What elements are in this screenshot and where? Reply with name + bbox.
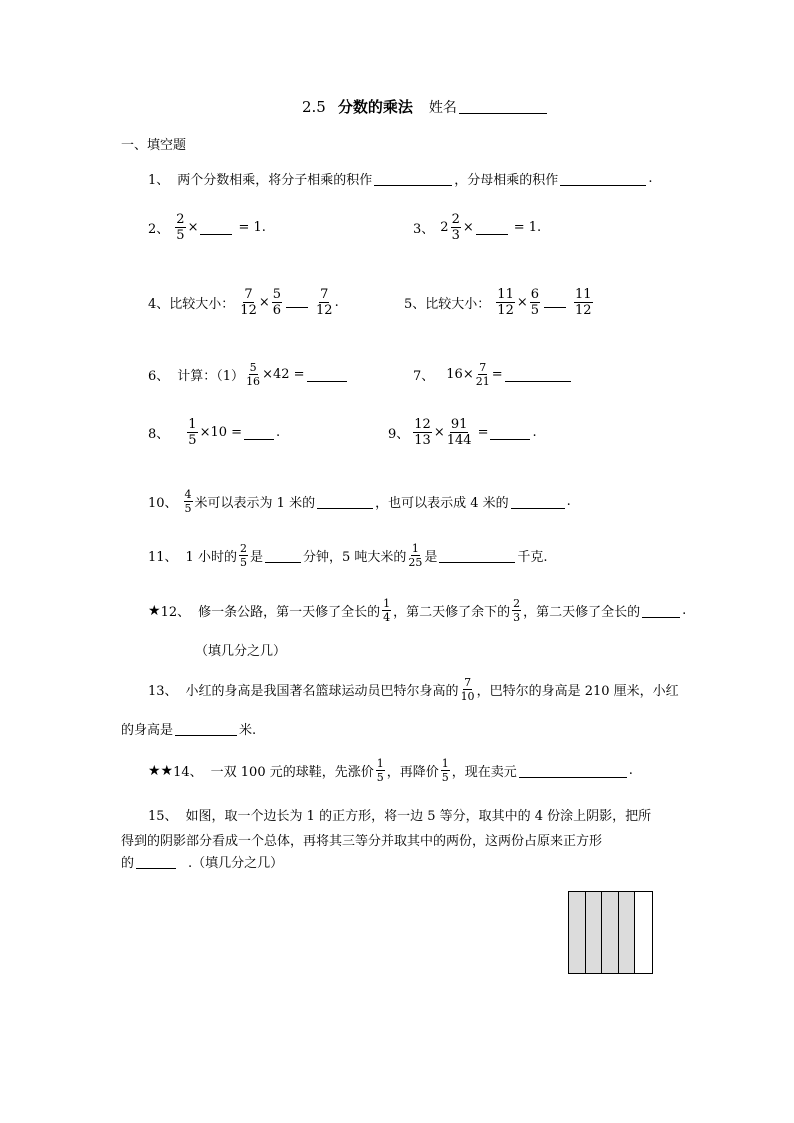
q13-text-a: 小红的身高是我国著名篮球运动员巴特尔身高的 (185, 684, 459, 699)
question-6 (148, 362, 349, 387)
q10-text-b: ，也可以表示成 4 米的 (375, 496, 509, 511)
q6-rest: ×42 = (262, 367, 305, 382)
q4-frac-a (240, 288, 257, 317)
q11-frac-a (239, 543, 248, 568)
q12-text-a: 修一条公路，第一天修了全长的 (198, 605, 381, 620)
q10-number: 10、 (148, 496, 178, 511)
q14-blank[interactable] (519, 763, 627, 778)
q5-number: 5、 (404, 297, 426, 312)
q13-blank[interactable] (175, 721, 237, 736)
question-12 (148, 598, 686, 623)
question-13-line-2 (121, 719, 256, 738)
q11-number: 11、 (148, 550, 178, 565)
q5-a-den: 12 (497, 303, 514, 318)
q3-blank[interactable] (476, 220, 508, 235)
q3-times: × (462, 220, 474, 235)
q12-text-c: ，第二天修了全长的 (523, 605, 641, 620)
q4-number: 4、 (148, 297, 170, 312)
title-number: 2.5 (302, 97, 326, 116)
q5-c-num: 11 (575, 287, 592, 302)
q5-b-num: 6 (530, 287, 540, 302)
question-2 (148, 213, 266, 242)
q12-number: 12、 (160, 605, 191, 620)
q3-frac-num: 2 (451, 212, 460, 227)
q8-rest: ×10 = (199, 425, 243, 440)
question-15-line-2: 得到的阴影部分看成一个总体，再将其三等分并取其中的两份，这两份占原来正方形 (121, 834, 603, 849)
q10-blank-2[interactable] (511, 494, 565, 509)
shaded-strip (619, 892, 636, 973)
q8-number: 8、 (148, 427, 170, 442)
q14-text-b: ，再降价 (386, 765, 439, 780)
q10-frac-den: 5 (184, 502, 192, 515)
q8-end: . (276, 425, 281, 440)
question-15-line-3 (121, 852, 283, 871)
q5-blank[interactable] (544, 297, 566, 308)
q14-b-den: 5 (441, 771, 449, 784)
q14-frac-b (441, 758, 450, 783)
q13-number: 13、 (148, 684, 178, 699)
q1-text-a: 两个分数相乘，将分子相乘的积作 (177, 173, 373, 188)
q12-a-den: 4 (383, 611, 391, 624)
question-14 (148, 758, 633, 783)
q11-b-den: 25 (408, 556, 423, 569)
q9-times: × (433, 425, 445, 440)
q4-b-den: 6 (272, 303, 282, 318)
name-label: 姓名 (428, 99, 457, 116)
q11-text-c: 分钟，5 吨大米的 (302, 550, 407, 565)
q9-b-num: 91 (450, 417, 468, 432)
q9-frac-a (413, 418, 432, 447)
q5-frac-c (574, 288, 593, 317)
q7-frac-den: 21 (475, 375, 490, 388)
q6-label: 计算：（1） (177, 369, 245, 384)
q8-blank[interactable] (244, 425, 274, 440)
q11-blank-1[interactable] (265, 548, 301, 563)
question-15-line-1 (148, 805, 651, 824)
q5-label: 比较大小： (425, 297, 491, 312)
square-diagram (568, 891, 653, 974)
q2-eq: = 1. (238, 220, 266, 235)
q8-fraction (187, 418, 197, 447)
q9-end: . (532, 425, 537, 440)
shaded-strip (602, 892, 619, 973)
q3-eq: = 1. (513, 220, 542, 235)
title-text: 分数的乘法 (337, 98, 413, 116)
q14-number: 14、 (173, 765, 203, 780)
q6-blank[interactable] (307, 367, 347, 382)
q12-note: （填几分之几） (195, 644, 287, 659)
q2-frac-den: 5 (176, 228, 185, 243)
q9-eq: = (477, 425, 489, 440)
q5-frac-b (530, 288, 540, 317)
q3-frac-den: 3 (451, 228, 460, 243)
q14-frac-a (376, 758, 385, 783)
q10-text-a: 米可以表示为 1 米的 (194, 496, 316, 511)
q7-frac-num: 7 (479, 361, 487, 374)
q11-a-den: 5 (239, 556, 247, 569)
q10-frac-num: 4 (184, 488, 192, 501)
q15-line3-a: 的 (121, 856, 135, 871)
q10-fraction (184, 489, 193, 514)
q11-text-a: 1 小时的 (185, 550, 237, 565)
q4-c-num: 7 (320, 287, 329, 302)
q6-number: 6、 (148, 369, 170, 384)
q11-b-num: 1 (411, 542, 419, 555)
q9-a-num: 12 (414, 417, 431, 432)
question-11 (148, 543, 548, 568)
question-4 (148, 288, 339, 317)
q11-text-b: 是 (249, 550, 263, 565)
question-8 (148, 418, 280, 447)
q14-text-c: ，现在卖元 (451, 765, 517, 780)
name-blank[interactable] (459, 99, 547, 114)
q14-end: . (628, 763, 633, 778)
shaded-strip (586, 892, 603, 973)
q4-frac-c (316, 288, 333, 317)
question-7 (413, 362, 573, 387)
question-3 (413, 213, 541, 242)
q9-b-den: 144 (446, 433, 472, 448)
q12-blank[interactable] (642, 603, 680, 618)
q1-end: . (648, 171, 653, 186)
q13-frac-den: 10 (460, 690, 475, 703)
q7-lead: 16× (446, 367, 474, 382)
q9-blank[interactable] (490, 425, 530, 440)
q4-label: 比较大小： (169, 297, 235, 312)
question-5 (404, 288, 595, 317)
q7-blank[interactable] (505, 367, 571, 382)
q9-number: 9、 (388, 427, 410, 442)
question-13 (148, 677, 679, 702)
q8-frac-num: 1 (188, 417, 197, 432)
question-9 (388, 418, 537, 447)
q1-blank-2[interactable] (560, 171, 646, 186)
q15-line1: 如图，取一个边长为 1 的正方形，将一边 5 等分，取其中的 4 份涂上阴影，把所 (185, 809, 652, 824)
q13-frac-num: 7 (464, 676, 472, 689)
q12-text-b: ，第二天修了余下的 (393, 605, 511, 620)
q10-end: . (566, 494, 571, 509)
q4-a-num: 7 (244, 287, 253, 302)
shaded-strip (569, 892, 586, 973)
q3-fraction (451, 213, 461, 242)
q2-frac-num: 2 (176, 212, 185, 227)
q4-b-num: 5 (272, 287, 282, 302)
q5-times: × (516, 295, 528, 310)
q7-number: 7、 (413, 369, 435, 384)
q15-blank[interactable] (136, 854, 176, 869)
q4-c-den: 12 (316, 303, 333, 318)
q12-b-num: 2 (513, 597, 521, 610)
q11-text-e: 千克. (517, 550, 548, 565)
q2-times: × (187, 220, 199, 235)
question-10 (148, 489, 571, 514)
q11-frac-b (408, 543, 422, 568)
star-icon: ★ (148, 602, 161, 619)
q2-fraction (175, 213, 185, 242)
q14-a-den: 5 (376, 771, 384, 784)
page-title (302, 96, 549, 117)
q10-blank-1[interactable] (317, 494, 373, 509)
q4-blank[interactable] (286, 297, 308, 308)
q2-blank[interactable] (200, 220, 232, 235)
q5-b-den: 5 (530, 303, 540, 318)
q7-fraction (476, 362, 490, 387)
q6-frac-den: 16 (246, 375, 261, 388)
star-icon: ★★ (148, 762, 174, 779)
q4-frac-b (272, 288, 282, 317)
q12-frac-a (382, 598, 391, 623)
q3-number: 3、 (413, 222, 435, 237)
q1-text-b: ，分母相乘的积作 (454, 173, 559, 188)
q11-a-num: 2 (239, 542, 247, 555)
q13-line2-a: 的身高是 (121, 723, 174, 738)
q7-eq: = (491, 367, 503, 382)
section-heading: 一、填空题 (121, 138, 187, 153)
question-1 (148, 169, 652, 188)
q2-number: 2、 (148, 222, 170, 237)
q13-text-b: ，巴特尔的身高是 210 厘米，小红 (476, 684, 679, 699)
q4-times: × (258, 295, 270, 310)
q5-frac-a (496, 288, 515, 317)
q1-number: 1、 (148, 173, 170, 188)
q13-fraction (461, 677, 475, 702)
q4-a-den: 12 (240, 303, 257, 318)
q6-frac-num: 5 (249, 361, 257, 374)
q14-a-num: 1 (376, 757, 384, 770)
q9-frac-b (447, 418, 472, 447)
q11-text-d: 是 (424, 550, 438, 565)
q13-line2-b: 米. (239, 723, 257, 738)
q14-text-a: 一双 100 元的球鞋，先涨价 (210, 765, 374, 780)
q5-c-den: 12 (575, 303, 592, 318)
q5-a-num: 11 (497, 287, 514, 302)
q9-a-den: 13 (414, 433, 431, 448)
q14-b-num: 1 (441, 757, 449, 770)
q3-whole: 2 (440, 220, 449, 235)
q12-a-num: 1 (383, 597, 391, 610)
q12-b-den: 3 (513, 611, 521, 624)
q8-frac-den: 5 (188, 433, 197, 448)
q15-number: 15、 (148, 809, 178, 824)
q6-fraction (246, 362, 260, 387)
q12-frac-b (512, 598, 521, 623)
q11-blank-2[interactable] (439, 548, 515, 563)
q15-line3-b: .（填几分之几） (188, 856, 284, 871)
q12-end: . (682, 603, 687, 618)
q1-blank-1[interactable] (374, 171, 452, 186)
q4-end: . (334, 295, 339, 310)
